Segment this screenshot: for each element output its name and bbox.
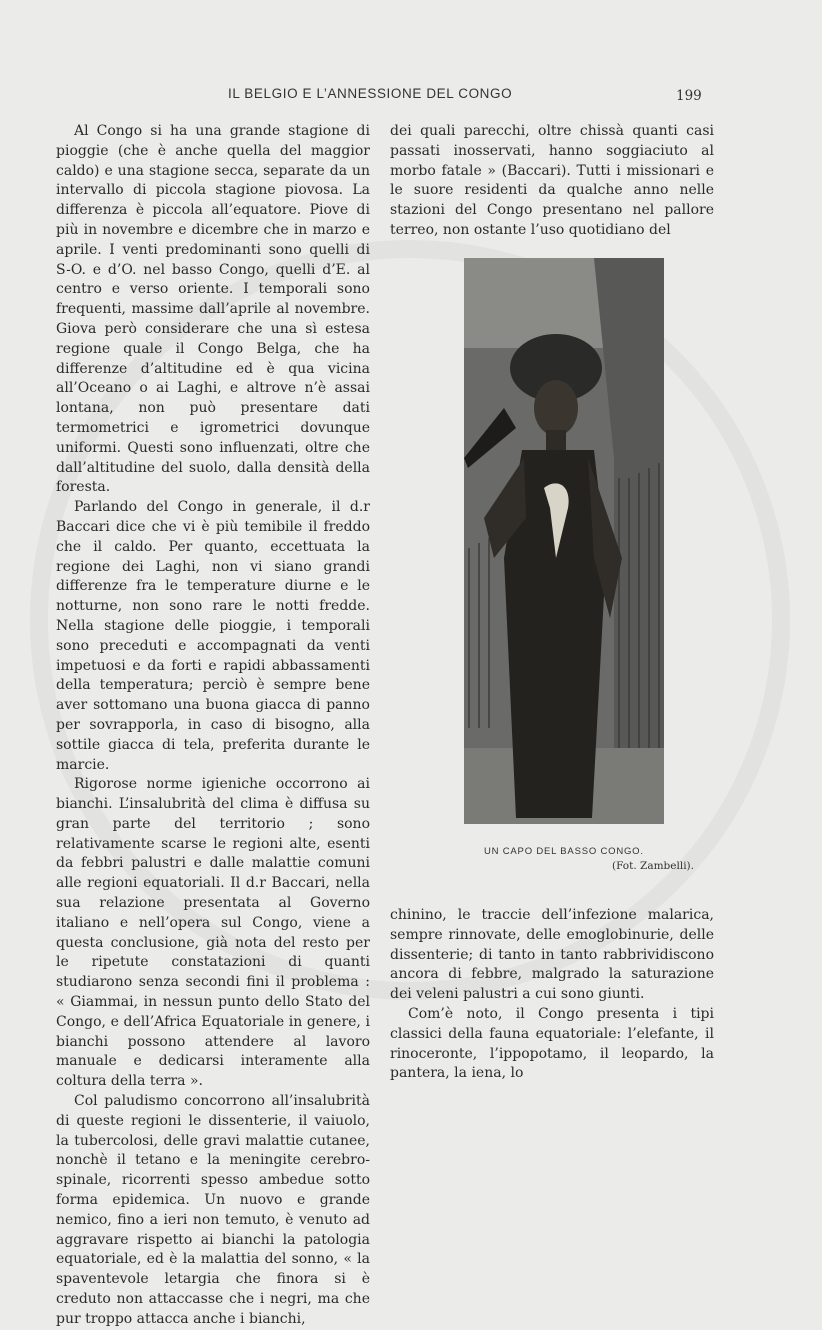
paragraph: Col paludismo concorrono all’insalubrità di queste regioni le dissenterie, il vaiuolo, la tubercolosi, delle gravi malattie cutanee, nonchè il tetano e la meningite cerebro-spinale, ricorrenti spesso ambedue sotto forma epidemica. Un nuovo e grande nemico, fino a ieri non temuto, è venuto ad aggravare rispetto ai bianchi la patologia equatoriale, ed è la malattia del sonno, « la spaventevole letargia che finora si è creduto non attaccasse che i negri, ma che pur troppo attacca anche i bianchi, (56, 1093, 370, 1327)
right-column-bottom (390, 906, 714, 1084)
paragraph: chinino, le traccie dell’infezione malarica, sempre rinnovate, delle emoglobinurie, delle dissenterie; di tanto in tanto rabbrividiscono ancora di febbre, malgrado la saturazione dei veleni palustri a cui sono giunti. (390, 907, 714, 1003)
paragraph: Al Congo si ha una grande stagione di pioggie (che è anche quella del maggior caldo) e una stagione secca, separate da un intervallo di piccola stagione piovosa. La differenza è piccola all’equatore. Piove di più in novembre e dicembre che in marzo e aprile. I venti predominanti sono quelli di S-O. e d’O. nel basso Congo, quelli d’E. al centro e verso oriente. I temporali sono frequenti, massime dall’aprile al novembre. Giova però considerare che una sì estesa regione quale il Congo Belga, che ha differenze d’altitudine ed è qua vicina all’Oceano o ai Laghi, e altrove n’è assai lontana, non può presentare dati termometrici e igrometrici dovunque uniformi. Questi sono influenzati, oltre che dall’altitudine del suolo, dalla densità della foresta. (56, 123, 370, 496)
paragraph: dei quali parecchi, oltre chissà quanti casi passati inosservati, hanno soggiaciuto al morbo fatale » (Baccari). Tutti i missionari e le suore residenti da qualche anno nelle stazioni del Congo presentano nel pallore terreo, non ostante l’uso quotidiano del (390, 123, 714, 238)
paragraph: Parlando del Congo in generale, il d.r Baccari dice che vi è più temibile il freddo che il caldo. Per quanto, eccettuata la regione dei Laghi, non vi siano grandi differenze fra le temperature diurne e le notturne, non sono rare le notti fredde. Nella stagione delle pioggie, i temporali sono preceduti e accompagnati da venti impetuosi e da forti e rapidi abbassamenti della temperatura; perciò è sempre bene aver sottomano una buona giacca di panno per sovrapporla, in caso di bisogno, alla sottile giacca di tela, preferita durante le marcie. (56, 499, 370, 773)
right-column-top (390, 122, 714, 241)
running-header: IL BELGIO E L’ANNESSIONE DEL CONGO (228, 86, 513, 101)
page-number: 199 (676, 88, 702, 104)
photo-credit: (Fot. Zambelli). (612, 860, 694, 872)
photo-illustration (464, 258, 664, 824)
paragraph: Com’è noto, il Congo presenta i tipi classici della fauna equatoriale: l’elefante, il rinoceronte, l’ippopotamo, il leopardo, la pantera, la iena, lo (390, 1005, 714, 1082)
left-column (56, 122, 370, 1330)
paragraph: Rigorose norme igieniche occorrono ai bianchi. L’insalubrità del clima è diffusa su gran parte del territorio ; sono relativamente scarse le regioni alte, esenti da febbri palustri e dalle malattie comuni alle regioni equatoriali. Il d.r Baccari, nella sua relazione presentata al Governo italiano e nell’opera sul Congo, viene a questa conclusione, già nota del resto per le ripetute constatazioni di quanti studiarono senza secondi fini il problema : « Giammai, in nessun punto dello Stato del Congo, e dell’Africa Equatoriale in genere, i bianchi possono attendere al lavoro manuale e dedicarsi interamente alla coltura della terra ». (56, 776, 370, 1090)
figure-caption: UN CAPO DEL BASSO CONGO. (484, 846, 644, 857)
chief-photograph (464, 258, 664, 824)
